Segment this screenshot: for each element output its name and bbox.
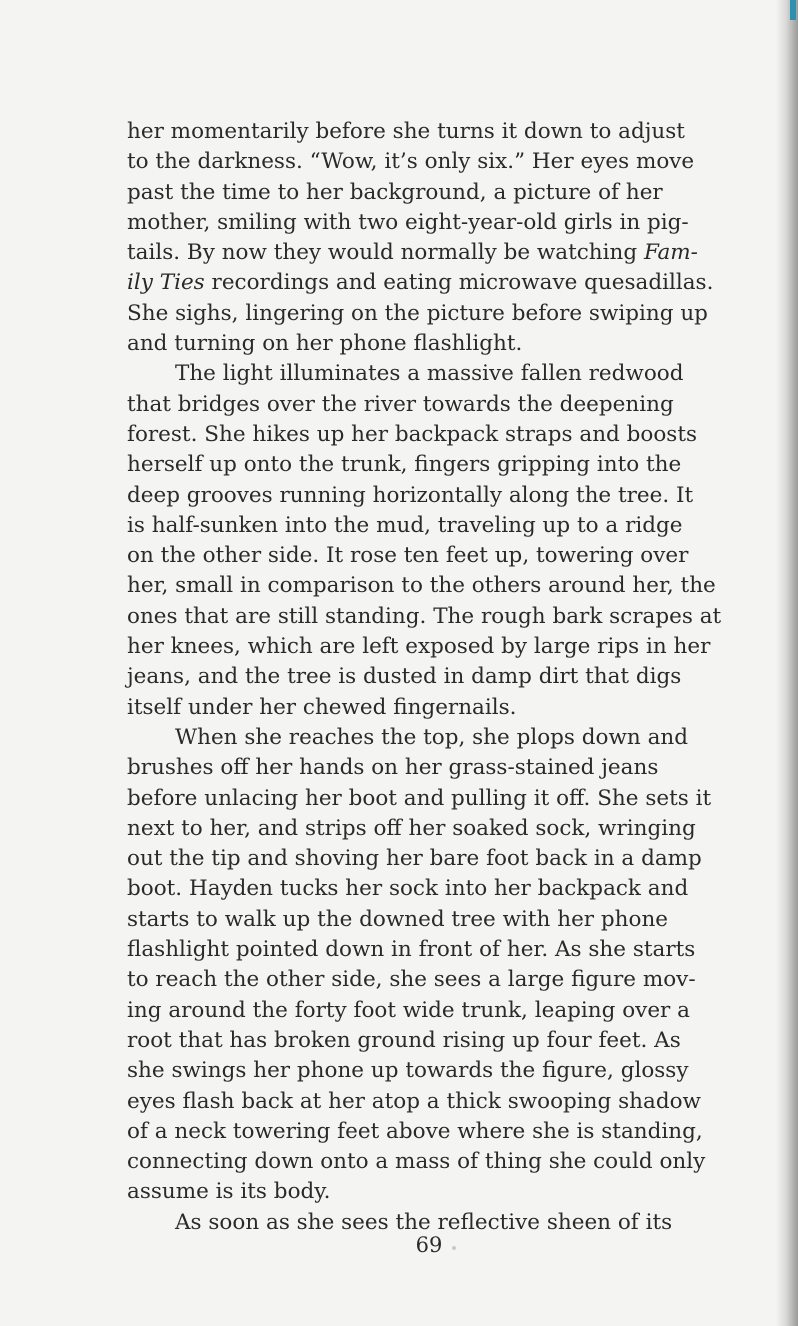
- text-line: on the other side. It rose ten feet up, towering over: [127, 543, 689, 569]
- text-line: eyes flash back at her atop a thick swooping shadow: [127, 1088, 701, 1114]
- text-line: ing around the forty foot wide trunk, leaping over a: [127, 997, 690, 1023]
- paragraph-start: The light illuminates a massive fallen redwood: [175, 361, 684, 387]
- text-line: She sighs, lingering on the picture before swiping up: [127, 300, 708, 326]
- text-line: of a neck towering feet above where she is standing,: [127, 1118, 703, 1144]
- text-line: jeans, and the tree is dusted in damp dirt that digs: [127, 664, 682, 690]
- text-line: next to her, and strips off her soaked sock, wringing: [127, 815, 696, 841]
- print-speck: [452, 1246, 456, 1250]
- text-line: itself under her chewed fingernails.: [127, 694, 517, 720]
- text-line: brushes off her hands on her grass-stained jeans: [127, 755, 659, 781]
- text-line: connecting down onto a mass of thing she could only: [127, 1149, 706, 1175]
- text-line: her knees, which are left exposed by large rips in her: [127, 634, 711, 660]
- text-line: to reach the other side, she sees a large figure mov-: [127, 967, 696, 993]
- page-number: 69: [415, 1233, 443, 1257]
- text-line: to the darkness. “Wow, it’s only six.” Her eyes move: [127, 149, 695, 175]
- text-line: past the time to her background, a picture of her: [127, 179, 663, 205]
- italic-title-run: ily Ties: [127, 270, 205, 296]
- text-line: her, small in comparison to the others around her, the: [127, 573, 716, 599]
- text-line: her momentarily before she turns it down to adjust: [127, 119, 685, 144]
- text-run: tails. By now they would normally be watching: [127, 240, 644, 266]
- text-line: boot. Hayden tucks her sock into her backpack and: [127, 876, 689, 902]
- text-line-with-italic: [127, 238, 727, 268]
- page-edge-accent: [790, 0, 796, 20]
- text-line: mother, smiling with two eight-year-old girls in pig-: [127, 209, 689, 235]
- text-line: ones that are still standing. The rough bark scrapes at: [127, 603, 722, 629]
- body-text: [127, 117, 727, 1238]
- text-line: is half-sunken into the mud, traveling up to a ridge: [127, 512, 683, 538]
- text-run: recordings and eating microwave quesadillas.: [204, 270, 714, 296]
- paragraph-start: When she reaches the top, she plops down and: [175, 724, 689, 750]
- text-line: and turning on her phone flashlight.: [127, 331, 523, 357]
- text-line: before unlacing her boot and pulling it off. She sets it: [127, 785, 712, 811]
- page-edge-shadow: [776, 0, 798, 1326]
- text-line: assume is its body.: [127, 1179, 331, 1205]
- text-line: that bridges over the river towards the deepening: [127, 391, 674, 417]
- text-line: forest. She hikes up her backpack straps and boosts: [127, 421, 698, 447]
- text-line: herself up onto the trunk, fingers gripping into the: [127, 452, 682, 478]
- text-line: flashlight pointed down in front of her. As she starts: [127, 937, 696, 963]
- italic-title-run: Fam-: [643, 240, 698, 266]
- paragraph-start: As soon as she sees the reflective sheen of its: [175, 1209, 673, 1235]
- text-line: root that has broken ground rising up four feet. As: [127, 1027, 681, 1053]
- text-line: she swings her phone up towards the figure, glossy: [127, 1058, 689, 1084]
- text-line: deep grooves running horizontally along the tree. It: [127, 482, 694, 508]
- text-line: out the tip and shoving her bare foot back in a damp: [127, 846, 702, 872]
- text-line: starts to walk up the downed tree with her phone: [127, 906, 669, 932]
- text-line-with-italic: [127, 268, 727, 298]
